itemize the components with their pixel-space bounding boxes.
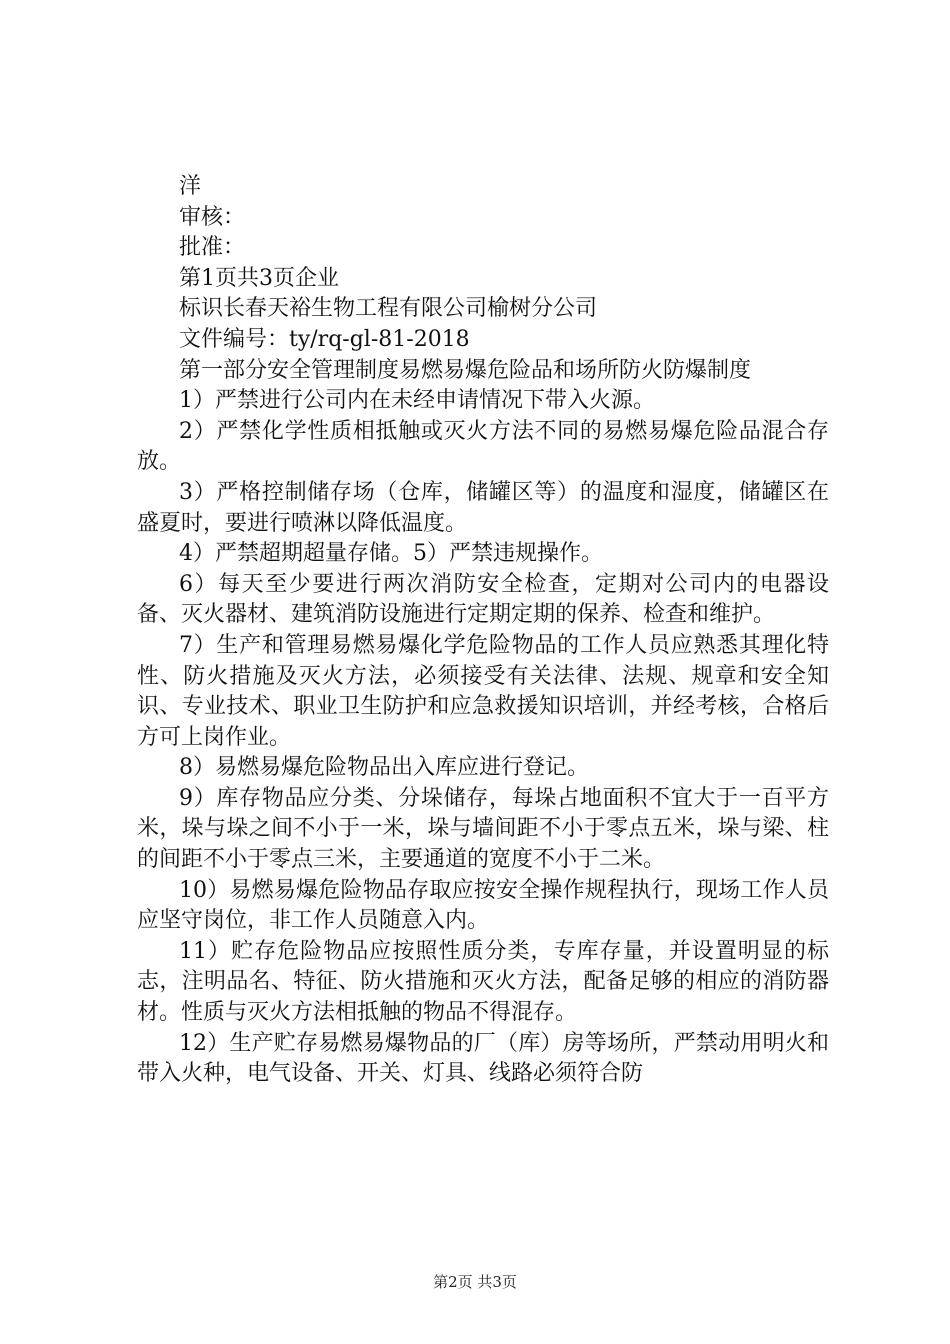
header-line-reviewer: 审核： [179, 204, 246, 230]
rule-paragraph: 9）库存物品应分类、分垛储存，每垛占地面积不宜大于一百平方米，垛与垛之间不小于一米，垛与墙间距不小于零点五米，垛与梁、柱的间距不小于零点三米，主要通道的宽度不小于二米。 [137, 785, 829, 873]
header-line-continuation: 洋 [179, 174, 202, 199]
rule-paragraph: 3）严格控制储存场（仓库，储罐区等）的温度和湿度，储罐区在盛夏时，要进行喷淋以降低温度。 [137, 479, 829, 536]
rule-paragraph: 8）易燃易爆危险物品出入库应进行登记。 [179, 755, 589, 781]
rule-paragraph: 7）生产和管理易燃易爆化学危险物品的工作人员应熟悉其理化特性、防火措施及灭火方法，必须接受有关法律、法规、规章和安全知识、专业技术、职业卫生防护和应急救援知识培训，并经考核，合格后方可上岗作业。 [137, 632, 829, 750]
header-line-page-info: 第1页共3页企业 [179, 265, 339, 291]
rule-paragraph: 11）贮存危险物品应按照性质分类，专库存量，并设置明显的标志，注明品名、特征、防火措施和灭火方法，配备足够的相应的消防器材。性质与灭火方法相抵触的物品不得混存。 [137, 938, 829, 1026]
header-line-company: 标识长春天裕生物工程有限公司榆树分公司 [179, 296, 598, 322]
document-body [137, 172, 829, 1090]
rule-paragraph: 6）每天至少要进行两次消防安全检查，定期对公司内的电器设备、灭火器材、建筑消防设施进行定期定期的保养、检查和维护。 [137, 571, 829, 628]
section-title: 第一部分安全管理制度易燃易爆危险品和场所防火防爆制度 [179, 357, 752, 383]
rule-paragraph: 12）生产贮存易燃易爆物品的厂（库）房等场所，严禁动用明火和带入火种，电气设备、开关、灯具、线路必须符合防 [137, 1030, 829, 1087]
header-line-approver: 批准： [179, 235, 246, 261]
header-line-doc-number: 文件编号：ty/rq-gl-81-2018 [179, 326, 470, 352]
rule-paragraph: 1）严禁进行公司内在未经申请情况下带入火源。 [179, 388, 655, 414]
rule-paragraph: 2）严禁化学性质相抵触或灭火方法不同的易燃易爆危险品混合存放。 [137, 418, 829, 475]
page-footer: 第2页 共3页 [433, 1273, 517, 1291]
rule-paragraph: 10）易燃易爆危险物品存取应按安全操作规程执行，现场工作人员应坚守岗位，非工作人员随意入内。 [137, 877, 829, 934]
rule-paragraph: 4）严禁超期超量存储。5）严禁违规操作。 [179, 541, 603, 567]
